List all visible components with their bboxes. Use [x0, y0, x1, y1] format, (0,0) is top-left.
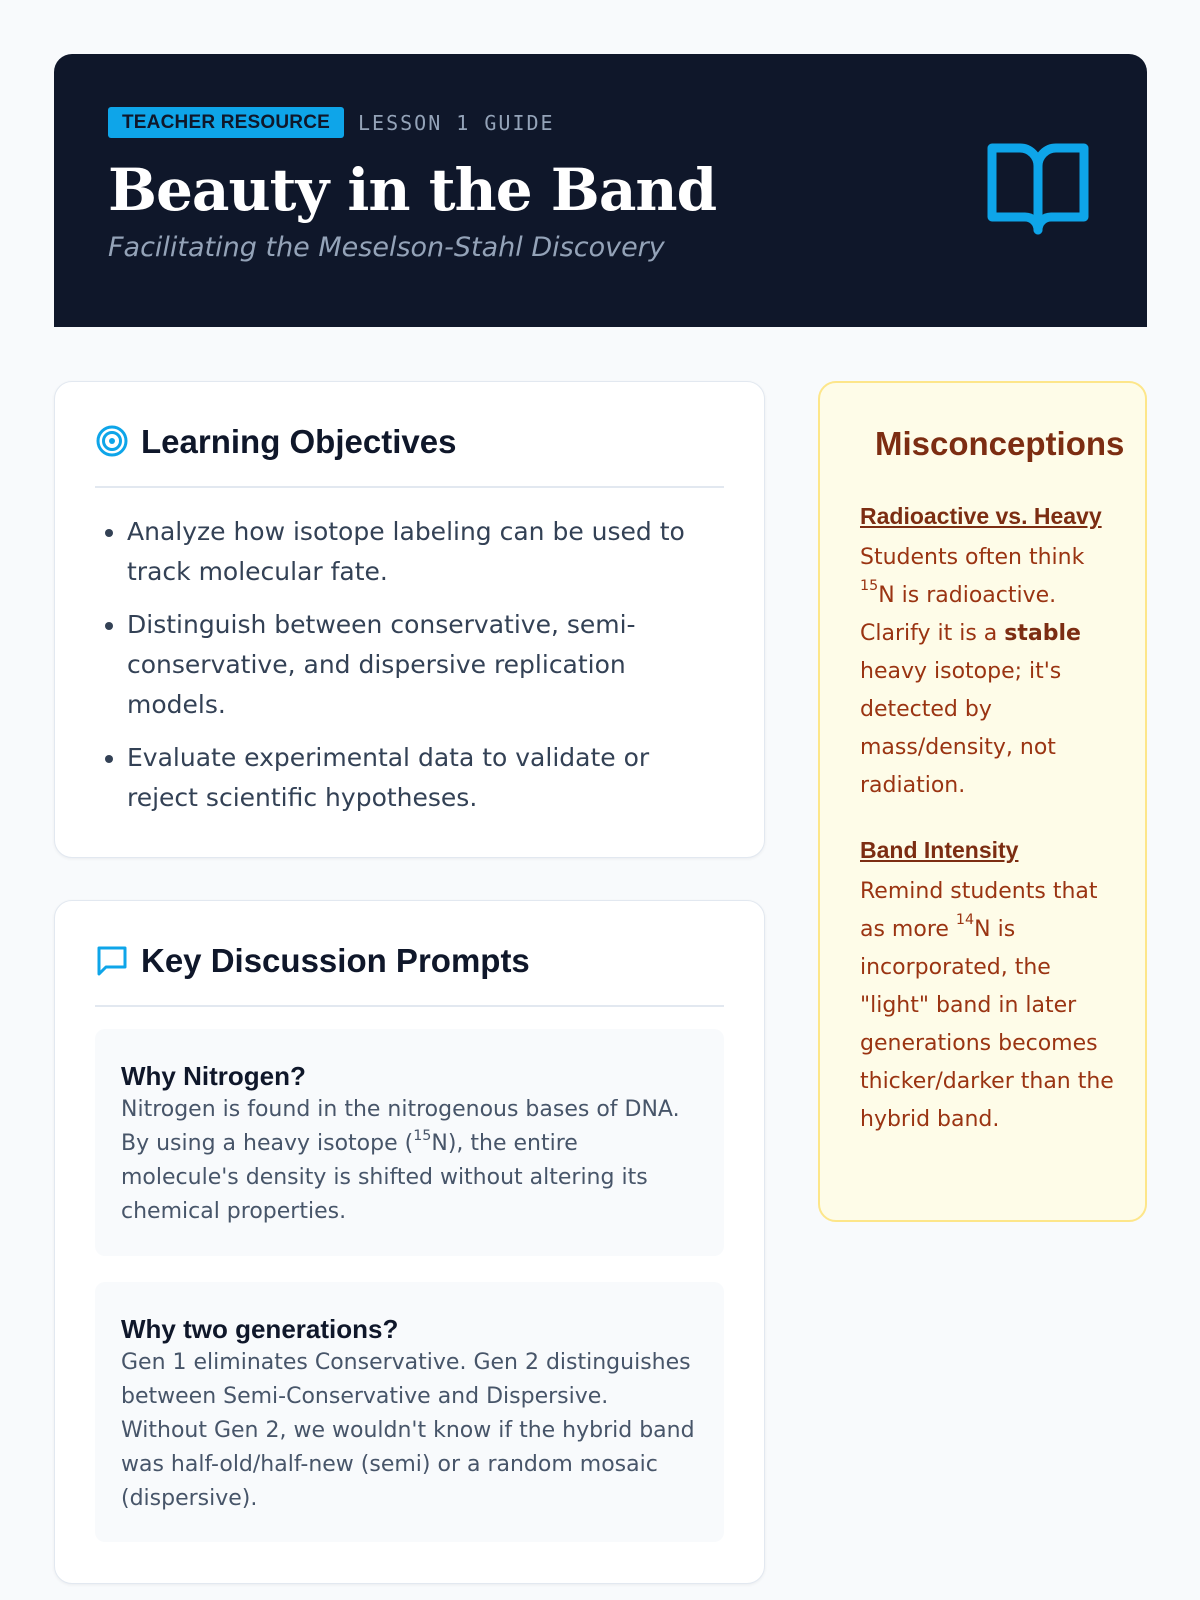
prompt-text: Nitrogen is found in the nitrogenous bases of DNA. By using a heavy isotope ($^{15}$N), the entire molecule's density is shifted without altering its chemical properties. [121, 1097, 680, 1224]
prompts-title: Key Discussion Prompts [141, 942, 530, 979]
misconceptions-title: Misconceptions [875, 425, 1125, 462]
objectives-header [95, 422, 724, 488]
misconception-text: Students often think $^{15}$N is radioactive. Clarify it is a stable heavy isotope; it's detected by mass/density, not radiation. [860, 545, 1085, 798]
learning-objectives-card [54, 381, 765, 858]
objectives-title: Learning Objectives [141, 423, 457, 460]
misconception-heading: Band Intensity [860, 837, 1019, 863]
prompts-header [95, 941, 724, 1007]
lesson-guide-label: LESSON 1 GUIDE [358, 110, 555, 135]
misconceptions-panel [818, 381, 1147, 1222]
prompt-title: Why Nitrogen? [121, 1061, 306, 1091]
header-tag-row [108, 107, 555, 138]
objective-item: • Distinguish between conservative, semi-conservative, and dispersive replication models. [127, 605, 724, 725]
prompt-why-nitrogen [95, 1029, 724, 1256]
target-icon [95, 424, 129, 458]
lesson-header [54, 54, 1147, 327]
discussion-prompts-card [54, 900, 765, 1584]
page-subtitle: Facilitating the Meselson-Stahl Discovery [108, 232, 665, 263]
chat-bubble-icon [95, 943, 129, 977]
book-open-icon [986, 142, 1090, 238]
objective-item: • Evaluate experimental data to validate or reject scientific hypotheses. [127, 738, 724, 818]
objectives-list [127, 512, 724, 831]
misconception-heading: Radioactive vs. Heavy [860, 503, 1102, 529]
prompt-title: Why two generations? [121, 1314, 399, 1344]
misconception-text: Remind students that as more $^{14}$N is incorporated, the "light" band in later generations becomes thicker/darker than the hybrid band. [860, 879, 1114, 1132]
teacher-resource-badge: TEACHER RESOURCE [108, 107, 344, 138]
misconceptions-body [860, 497, 1123, 1165]
page-title: Beauty in the Band [108, 156, 717, 224]
prompt-text: Gen 1 eliminates Conservative. Gen 2 distinguishes between Semi-Conservative and Dispersive. Without Gen 2, we wouldn't know if the hybrid band was half-old/half-new (semi) or a random mosaic (dispersive). [121, 1350, 695, 1511]
prompt-why-two-generations [95, 1282, 724, 1542]
objective-item: • Analyze how isotope labeling can be used to track molecular fate. [127, 512, 724, 592]
